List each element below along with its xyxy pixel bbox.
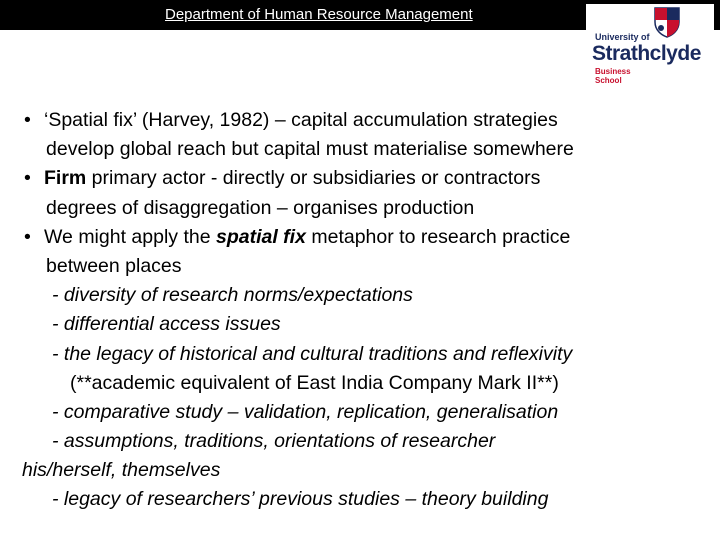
bullet-2-line-2: degrees of disaggregation – organises production — [46, 196, 475, 219]
bullet-marker: • — [24, 109, 31, 131]
slide-body — [0, 106, 715, 515]
logo-name: Strathclyde — [592, 42, 701, 65]
logo-sub-school: School — [595, 76, 622, 85]
point-3-note: (**academic equivalent of East India Company Mark II**) — [70, 371, 559, 394]
bullet-1-line-1 — [0, 106, 715, 135]
bullet-3-line-2: between places — [46, 254, 182, 277]
logo-sub-business: Business — [595, 67, 631, 76]
bullet-3-post: metaphor to research practice — [305, 225, 571, 248]
point-6: - legacy of researchers’ previous studies – theory building — [52, 488, 549, 511]
point-2: - differential access issues — [52, 313, 281, 336]
bullet-3-emph: spatial fix — [215, 225, 306, 248]
bullet-3-pre: We might apply the — [44, 225, 216, 248]
point-5: - assumptions, traditions, orientations of researcher — [52, 430, 496, 453]
university-logo — [586, 4, 714, 86]
logo-subtitle — [595, 67, 631, 85]
crest-icon — [653, 6, 681, 38]
point-3: - the legacy of historical and cultural traditions and reflexivity — [52, 342, 573, 365]
point-5-cont: his/herself, themselves — [22, 459, 221, 482]
bullet-1-line-2: develop global reach but capital must materialise somewhere — [46, 138, 574, 161]
bullet-2-text: primary actor - directly or subsidiaries or contractors — [86, 167, 541, 190]
department-title: Department of Human Resource Management — [165, 6, 473, 23]
bullet-marker: • — [24, 225, 31, 248]
logo-university: University of — [595, 32, 650, 42]
point-1: - diversity of research norms/expectations — [52, 284, 413, 307]
bullet-2-line-1 — [0, 164, 715, 193]
bullet-1-text: ‘Spatial fix’ (Harvey, 1982) – capital accumulation strategies — [44, 109, 558, 131]
point-4: - comparative study – validation, replication, generalisation — [52, 400, 559, 423]
bullet-3-line-1 — [0, 223, 715, 252]
bullet-2-bold: Firm — [44, 167, 87, 190]
bullet-marker: • — [24, 167, 31, 190]
